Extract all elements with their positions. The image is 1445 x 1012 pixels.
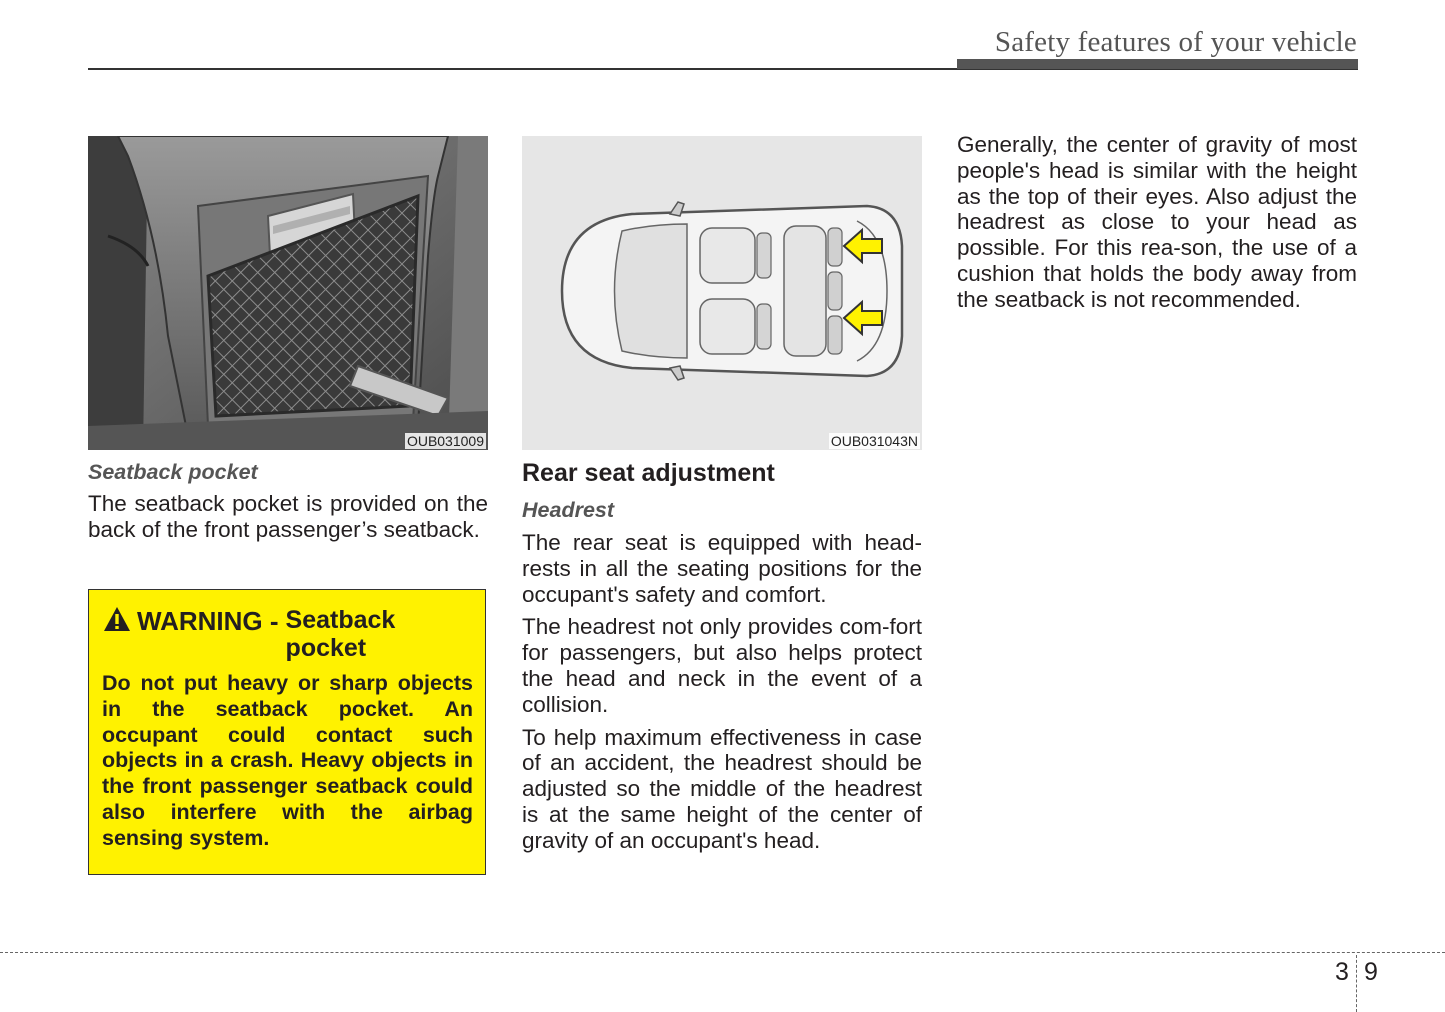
warning-box [88,589,486,875]
column-3 [957,132,1357,320]
headrest-paragraph-2: The headrest not only provides com-fort for passengers, but also helps protect the head and neck in the event of a collision. [522,614,922,717]
warning-label: WARNING - [137,606,279,636]
section-number: 3 [1335,958,1349,986]
column-2 [522,458,922,861]
rear-seat-adjustment-heading: Rear seat adjustment [522,459,775,487]
warning-topic: Seatback pocket [285,606,396,662]
header-tab-bar [957,59,1358,69]
page-number-divider [1356,955,1357,1012]
headrest-subheading: Headrest [522,498,615,522]
section-title: Safety features of your vehicle [994,26,1357,58]
center-of-gravity-paragraph: Generally, the center of gravity of most people's head is similar with the height as the top of their eyes. Also adjust the headrest as close to your head as possible. For this rea-son, the use of a cushion that holds the body away from the seatback is not recommended. [957,132,1357,312]
warning-heading [103,606,436,662]
headrest-paragraph-3: To help maximum effectiveness in case of an accident, the headrest should be adjusted so the middle of the headrest is at the same height of the center of gravity of an occupant's head. [522,724,922,853]
seatback-pocket-subheading: Seatback pocket [88,460,258,484]
footer-divider [0,952,1445,953]
column-1 [88,458,488,550]
figure-code: OUB031043N [830,433,918,449]
page-number: 9 [1364,958,1378,986]
seatback-pocket-paragraph: The seatback pocket is provided on the back of the front passenger’s seatback. [88,491,488,542]
vehicle-top-view-illustration [522,136,922,450]
headrest-top-view-figure [522,136,922,450]
seatback-pocket-figure [88,136,488,450]
warning-body: Do not put heavy or sharp objects in the seatback pocket. An occupant could contact such objects in a crash. Heavy objects in the front passenger seatback could also interfere with the airbag sensing system. [102,671,473,850]
figure-code: OUB031009 [406,433,484,449]
seatback-pocket-illustration [88,136,488,450]
warning-triangle-icon [103,606,131,637]
headrest-paragraph-1: The rear seat is equipped with head-rests in all the seating positions for the occupant's safety and comfort. [522,530,922,607]
